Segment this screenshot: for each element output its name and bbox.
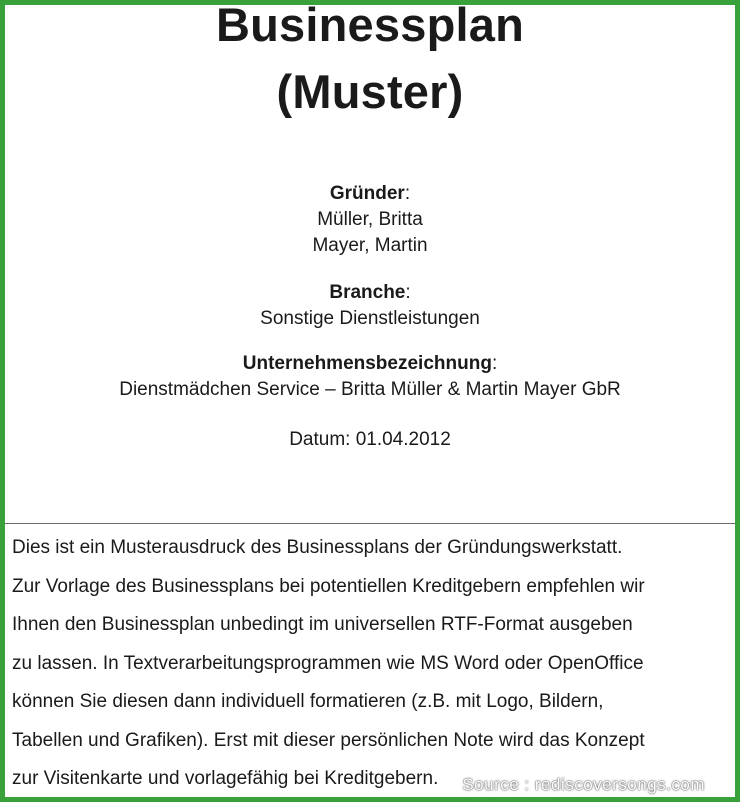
note-line: Dies ist ein Musterausdruck des Businessplans der Gründungswerkstatt. bbox=[12, 537, 623, 558]
source-watermark: Source : rediscoversongs.com bbox=[462, 775, 705, 794]
industry-label: Branche bbox=[329, 282, 406, 303]
company-value: Dienstmädchen Service – Britta Müller & Martin Mayer GbR bbox=[119, 379, 621, 400]
founders-heading bbox=[5, 181, 735, 207]
founder-name-2: Mayer, Martin bbox=[312, 235, 428, 256]
note-line: Tabellen und Grafiken). Erst mit dieser persönlichen Note wird das Konzept bbox=[12, 729, 645, 751]
industry-heading bbox=[5, 280, 735, 306]
document-title: Businessplan bbox=[216, 5, 524, 51]
note-line: Ihnen den Businessplan unbedingt im universellen RTF-Format ausgeben bbox=[12, 614, 633, 635]
founders-colon: : bbox=[404, 183, 411, 204]
note-line: zu lassen. In Textverarbeitungsprogrammen wie MS Word oder OpenOffice bbox=[12, 652, 644, 674]
date-text: Datum: 01.04.2012 bbox=[289, 429, 451, 450]
section-divider bbox=[5, 523, 735, 524]
document-subtitle: (Muster) bbox=[276, 65, 464, 118]
note-line: Zur Vorlage des Businessplans bei potentiellen Kreditgebern empfehlen wir bbox=[12, 575, 645, 597]
note-line: zur Visitenkarte und vorlagefähig bei Kreditgebern. bbox=[12, 768, 439, 789]
document-page bbox=[5, 5, 735, 797]
note-line: können Sie diesen dann individuell formatieren (z.B. mit Logo, Bildern, bbox=[12, 691, 604, 712]
company-heading bbox=[5, 351, 735, 377]
industry-value: Sonstige Dienstleistungen bbox=[260, 308, 480, 329]
founders-label: Gründer bbox=[329, 183, 405, 204]
founder-name-1: Müller, Britta bbox=[317, 209, 423, 230]
note-paragraph bbox=[12, 529, 732, 797]
industry-colon: : bbox=[405, 282, 411, 303]
company-colon: : bbox=[491, 353, 498, 374]
company-label: Unternehmensbezeichnung bbox=[242, 353, 492, 374]
